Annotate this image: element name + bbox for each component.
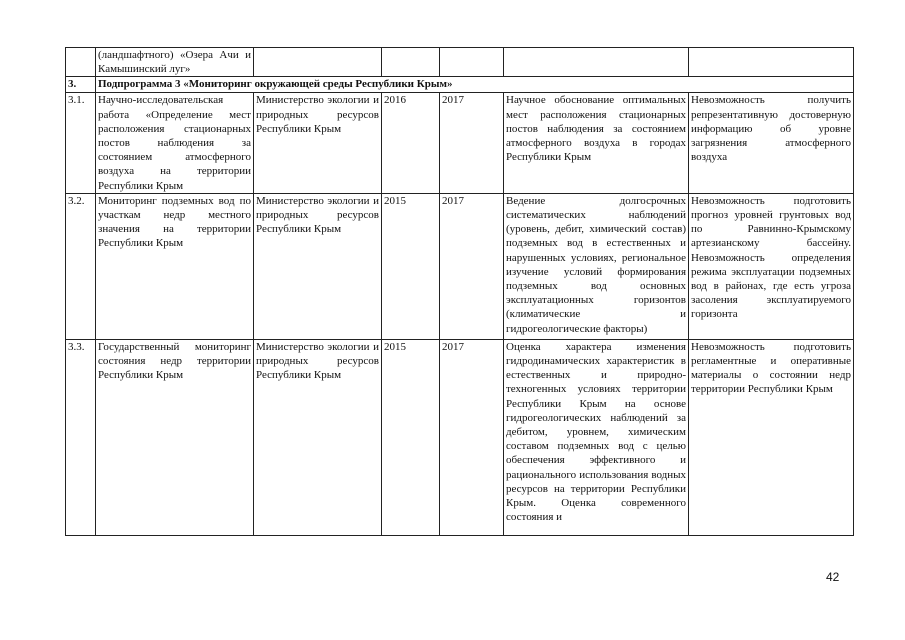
table-row-continuation bbox=[66, 48, 854, 77]
document-table bbox=[65, 47, 854, 536]
start-year-cell: 2016 bbox=[382, 93, 440, 193]
consequence-cell bbox=[689, 48, 854, 77]
consequence-cell: Невозможность получить репрезентативную достоверную информацию об уровне загрязнения атмосферного воздуха bbox=[689, 93, 854, 193]
executor-cell: Министерство экологии и природных ресурсов Республики Крым bbox=[254, 93, 382, 193]
measure-name-cell: Государственный мониторинг состояния недр территории Республики Крым bbox=[96, 339, 254, 535]
executor-cell: Министерство экологии и природных ресурсов Республики Крым bbox=[254, 339, 382, 535]
end-year-cell: 2017 bbox=[440, 93, 504, 193]
executor-cell: Министерство экологии и природных ресурсов Республики Крым bbox=[254, 193, 382, 339]
measure-name-cell: (ландшафтного) «Озера Ачи и Камышинский луг» bbox=[96, 48, 254, 77]
subprogram-number: 3. bbox=[66, 77, 96, 93]
result-cell bbox=[504, 48, 689, 77]
table-row bbox=[66, 93, 854, 193]
table-row bbox=[66, 339, 854, 535]
row-number-cell: 3.1. bbox=[66, 93, 96, 193]
end-year-cell: 2017 bbox=[440, 339, 504, 535]
start-year-cell bbox=[382, 48, 440, 77]
measure-name-cell: Мониторинг подземных вод по участкам недр местного значения на территории Республики Крым bbox=[96, 193, 254, 339]
table-row bbox=[66, 193, 854, 339]
page-number: 42 bbox=[826, 570, 840, 584]
subprogram-row bbox=[66, 77, 854, 93]
row-number-cell: 3.3. bbox=[66, 339, 96, 535]
executor-cell bbox=[254, 48, 382, 77]
start-year-cell: 2015 bbox=[382, 339, 440, 535]
end-year-cell: 2017 bbox=[440, 193, 504, 339]
start-year-cell: 2015 bbox=[382, 193, 440, 339]
row-number-cell: 3.2. bbox=[66, 193, 96, 339]
result-cell: Ведение долгосрочных систематических наблюдений (уровень, дебит, химический состав) подземных вод в естественных и нарушенных условиях, региональное изучение условий формирования подземных вод основных эксплуатационных горизонтов (климатические и гидрогеологические факторы) bbox=[504, 193, 689, 339]
result-cell: Оценка характера изменения гидродинамических характеристик в естественных и природно-техногенных условиях территории Республики Крым на основе гидрогеологических наблюдений за дебитом, уровнем, химическим составом подземных вод с целью обеспечения эффективного и рационального использования водных ресурсов на территории Республики Крым. Оценка современного состояния и bbox=[504, 339, 689, 535]
consequence-cell: Невозможность подготовить прогноз уровней грунтовых вод по Равнинно-Крымскому артезианскому бассейну. Невозможность определения режима эксплуатации подземных вод в районах, где есть угроза засоления эксплуатируемого горизонта bbox=[689, 193, 854, 339]
row-number-cell bbox=[66, 48, 96, 77]
measure-name-cell: Научно-исследовательская работа «Определение мест расположения стационарных постов наблюдения за состоянием атмосферного воздуха на территории Республики Крым bbox=[96, 93, 254, 193]
consequence-cell: Невозможность подготовить регламентные и оперативные материалы о состоянии недр территории Республики Крым bbox=[689, 339, 854, 535]
subprogram-title: Подпрограмма 3 «Мониторинг окружающей среды Республики Крым» bbox=[96, 77, 854, 93]
end-year-cell bbox=[440, 48, 504, 77]
result-cell: Научное обоснование оптимальных мест расположения стационарных постов наблюдения за состоянием атмосферного воздуха в городах Республики Крым bbox=[504, 93, 689, 193]
